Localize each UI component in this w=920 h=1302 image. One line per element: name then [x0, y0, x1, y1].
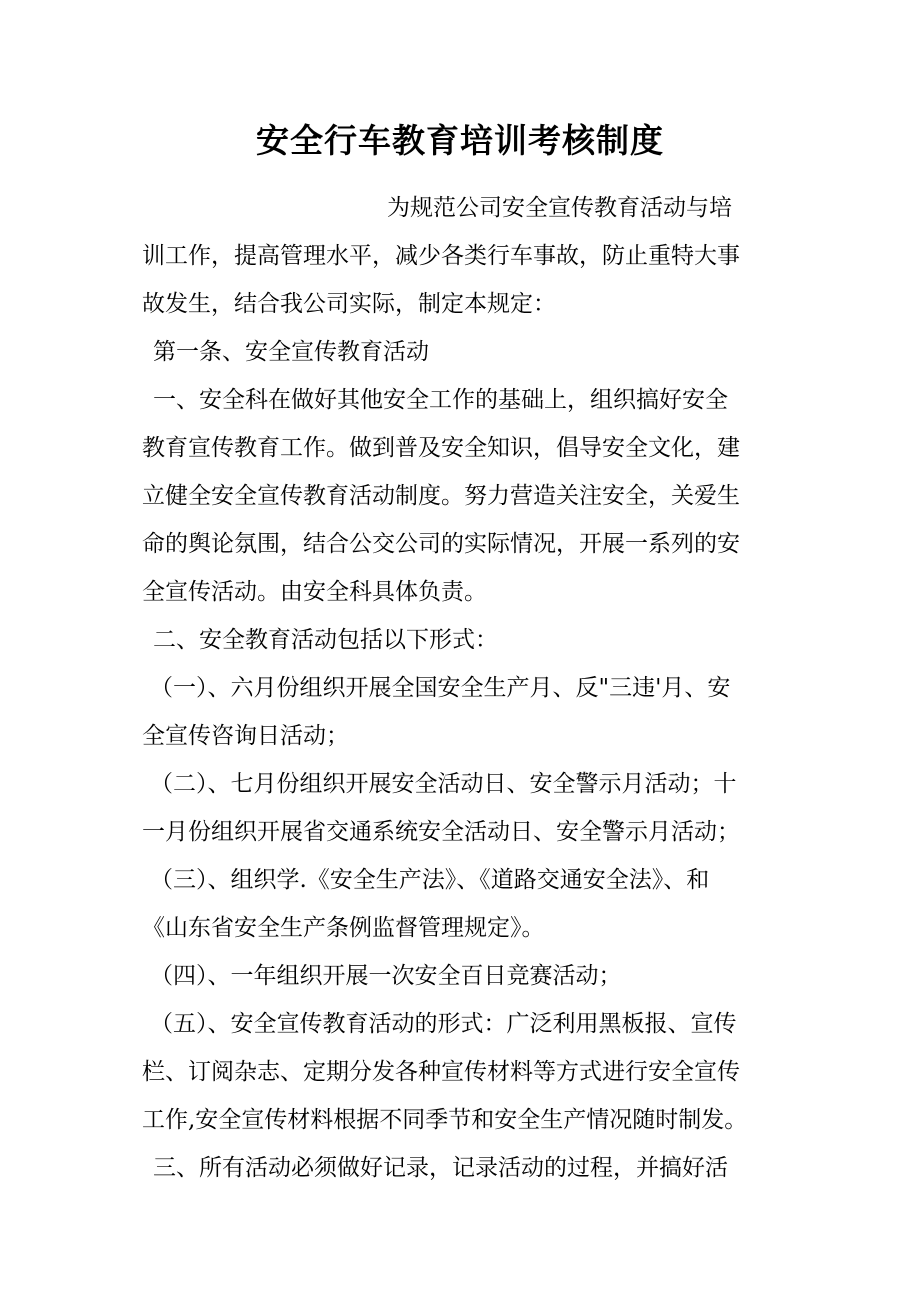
- paragraph-line: 立健全安全宣传教育活动制度。努力营造关注安全，关爱生: [142, 483, 740, 509]
- paragraph-line: 二、安全教育活动包括以下形式：: [153, 627, 498, 653]
- paragraph-line: （二）、七月份组织开展安全活动日、安全警示月活动；十: [150, 771, 737, 797]
- paragraph-line: 一、安全科在做好其他安全工作的基础上，组织搞好安全: [153, 387, 728, 413]
- paragraph-line: 训工作，提高管理水平，减少各类行车事故，防止重特大事: [142, 243, 740, 269]
- paragraph-line: 故发生，结合我公司实际，制定本规定：: [142, 291, 556, 317]
- paragraph-line: 全宣传咨询日活动；: [142, 723, 349, 749]
- paragraph-line: （三）、组织学.《安全生产法》、《道路交通安全法》、和: [150, 867, 710, 893]
- paragraph-line: 工作,安全宣传材料根据不同季节和安全生产情况随时制发。: [142, 1107, 748, 1133]
- paragraph-line: 全宣传活动。由安全科具体负责。: [142, 579, 487, 605]
- paragraph-line: （四）、一年组织开展一次安全百日竞赛活动；: [150, 963, 622, 989]
- paragraph-line: 为规范公司安全宣传教育活动与培: [387, 195, 732, 221]
- paragraph-line: 三、所有活动必须做好记录，记录活动的过程，并搞好活: [153, 1155, 728, 1181]
- paragraph-line: 栏、订阅杂志、定期分发各种宣传材料等方式进行安全宣传: [142, 1059, 740, 1085]
- paragraph-line: 教育宣传教育工作。做到普及安全知识，倡导安全文化，建: [142, 435, 740, 461]
- paragraph-line: （五）、安全宣传教育活动的形式：广泛利用黑板报、宣传: [150, 1011, 737, 1037]
- section-heading: 第一条、安全宣传教育活动: [153, 339, 429, 365]
- paragraph-line: 《山东省安全生产条例监督管理规定》。: [142, 915, 545, 941]
- paragraph-line: 一月份组织开展省交通系统安全活动日、安全警示月活动；: [142, 819, 740, 845]
- document-title: 安全行车教育培训考核制度: [256, 121, 664, 160]
- paragraph-line: 命的舆论氛围，结合公交公司的实际情况，开展一系列的安: [142, 531, 740, 557]
- paragraph-line: （一）、六月份组织开展全国安全生产月、反"三违'月、安: [150, 675, 731, 701]
